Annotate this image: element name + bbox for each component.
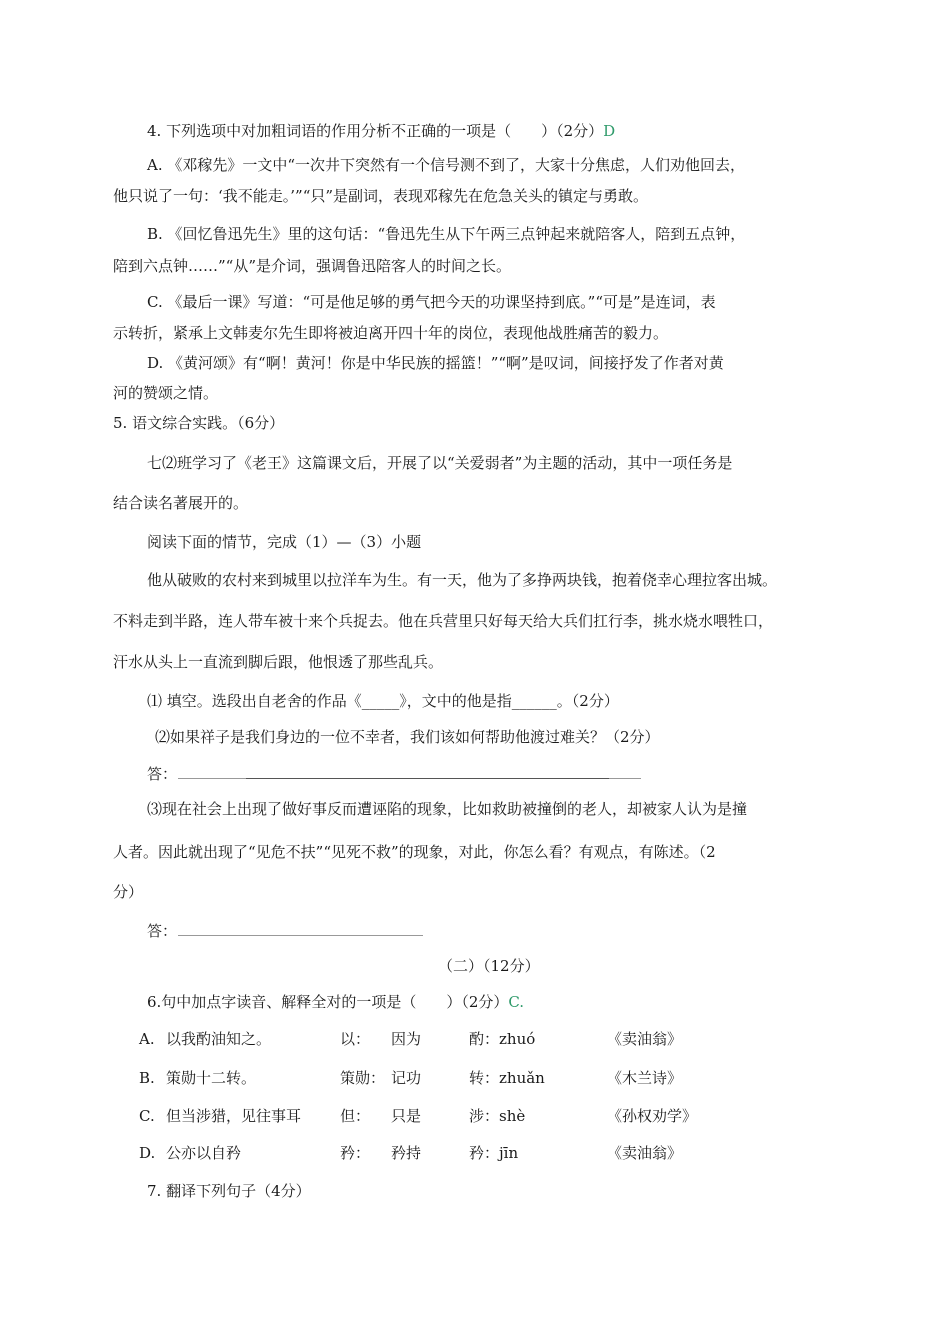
option-sentence: 但当涉猎，见往事耳 bbox=[166, 1107, 302, 1125]
q4-option-c-line2: 示转折，紧承上文韩麦尔先生即将被迫离开四十年的岗位，表现他战胜痛苦的毅力。 bbox=[113, 324, 669, 342]
option-word: 矜： bbox=[340, 1144, 371, 1162]
option-pronunciation: 涉：shè bbox=[469, 1107, 526, 1125]
answer-line-1c bbox=[609, 778, 641, 779]
q6-stem-text: 6.句中加点字读音、解释全对的一项是（ ）（2分） bbox=[147, 993, 509, 1011]
q4-option-b-line2: 陪到六点钟……”“从”是介词，强调鲁迅陪客人的时间之长。 bbox=[113, 257, 512, 275]
option-pronunciation: 矜：jīn bbox=[469, 1144, 519, 1162]
q4-option-d-line1: D. 《黄河颂》有“啊！黄河！你是中华民族的摇篮！”“啊”是叹词，间接抒发了作者对黄 bbox=[147, 354, 724, 372]
q4-answer: D bbox=[603, 122, 616, 140]
q5-title: 5. 语文综合实践。（6分） bbox=[113, 414, 285, 432]
q5-answer-label-2: 答： bbox=[147, 922, 178, 940]
option-letter: B. bbox=[139, 1069, 155, 1087]
option-sentence: 以我酌油知之。 bbox=[166, 1030, 272, 1048]
q4-option-a-line1: A. 《邓稼先》一文中“一次井下突然有一个信号测不到了，大家十分焦虑，人们劝他回去， bbox=[147, 156, 746, 174]
q4-stem-text: 4. 下列选项中对加粗词语的作用分析不正确的一项是（ ）（2分） bbox=[147, 122, 604, 140]
q7-stem: 7. 翻译下列句子（4分） bbox=[147, 1182, 311, 1200]
option-meaning: 记功 bbox=[391, 1069, 422, 1087]
option-letter: A. bbox=[139, 1030, 155, 1048]
q5-passage-line2: 不料走到半路，连人带车被十来个兵捉去。他在兵营里只好每天给大兵们扛行李，挑水烧水喂牲口， bbox=[113, 612, 774, 630]
q5-answer-label-1: 答： bbox=[147, 765, 178, 783]
q5-passage-line1: 他从破败的农村来到城里以拉洋车为生。有一天，他为了多挣两块钱，抱着侥幸心理拉客出城。 bbox=[147, 571, 778, 589]
q5-sub3-line3: 分） bbox=[113, 883, 144, 901]
q5-sub2: ⑵如果祥子是我们身边的一位不幸者，我们该如何帮助他渡过难关？（2分） bbox=[155, 728, 660, 746]
option-meaning: 只是 bbox=[391, 1107, 422, 1125]
q4-option-a-line2: 他只说了一句：‘我不能走。’”“只”是副词，表现邓稼先在危急关头的镇定与勇敢。 bbox=[113, 187, 649, 205]
q6-stem bbox=[147, 992, 524, 1012]
q5-instruction: 阅读下面的情节，完成（1）—（3）小题 bbox=[147, 533, 422, 551]
q5-sub3-line1: ⑶现在社会上出现了做好事反而遭诬陷的现象，比如救助被撞倒的老人，却被家人认为是撞 bbox=[147, 800, 748, 818]
answer-line-1b bbox=[246, 778, 609, 779]
option-source: 《卖油翁》 bbox=[607, 1030, 683, 1048]
q4-stem bbox=[147, 121, 615, 141]
answer-line-2 bbox=[178, 935, 423, 936]
option-source: 《木兰诗》 bbox=[607, 1069, 683, 1087]
option-word: 策勋： bbox=[340, 1069, 386, 1087]
section-heading: （二）（12分） bbox=[438, 957, 540, 975]
q5-sub3-line2: 人者。因此就出现了“见危不扶”“见死不救”的现象，对此，你怎么看？有观点，有陈述。（2 bbox=[113, 843, 716, 861]
option-letter: C. bbox=[139, 1107, 155, 1125]
q4-option-d-line2: 河的赞颂之情。 bbox=[113, 384, 219, 402]
option-pronunciation: 转：zhuǎn bbox=[469, 1069, 545, 1087]
q6-answer: C. bbox=[508, 993, 525, 1011]
option-source: 《卖油翁》 bbox=[607, 1144, 683, 1162]
option-word: 但： bbox=[340, 1107, 371, 1125]
q4-option-b-line1: B. 《回忆鲁迅先生》里的这句话：“鲁迅先生从下午两三点钟起来就陪客人，陪到五点钟， bbox=[147, 225, 746, 243]
answer-line-1a bbox=[178, 778, 246, 779]
option-meaning: 因为 bbox=[391, 1030, 422, 1048]
q5-intro-line2: 结合读名著展开的。 bbox=[113, 494, 249, 512]
q5-intro-line1: 七⑵班学习了《老王》这篇课文后，开展了以“关爱弱者”为主题的活动，其中一项任务是 bbox=[147, 454, 733, 472]
q5-sub1: ⑴ 填空。选段出自老舍的作品《_____》，文中的他是指______。（2分） bbox=[147, 692, 619, 710]
option-pronunciation: 酌：zhuó bbox=[469, 1030, 536, 1048]
option-word: 以： bbox=[340, 1030, 371, 1048]
option-letter: D. bbox=[139, 1144, 156, 1162]
option-sentence: 公亦以自矜 bbox=[166, 1144, 242, 1162]
q5-passage-line3: 汗水从头上一直流到脚后跟，他恨透了那些乱兵。 bbox=[113, 653, 444, 671]
option-meaning: 矜持 bbox=[391, 1144, 422, 1162]
option-sentence: 策勋十二转。 bbox=[166, 1069, 257, 1087]
option-source: 《孙权劝学》 bbox=[607, 1107, 698, 1125]
q4-option-c-line1: C. 《最后一课》写道：“可是他足够的勇气把今天的功课坚持到底。”“可是”是连词，表 bbox=[147, 293, 716, 311]
